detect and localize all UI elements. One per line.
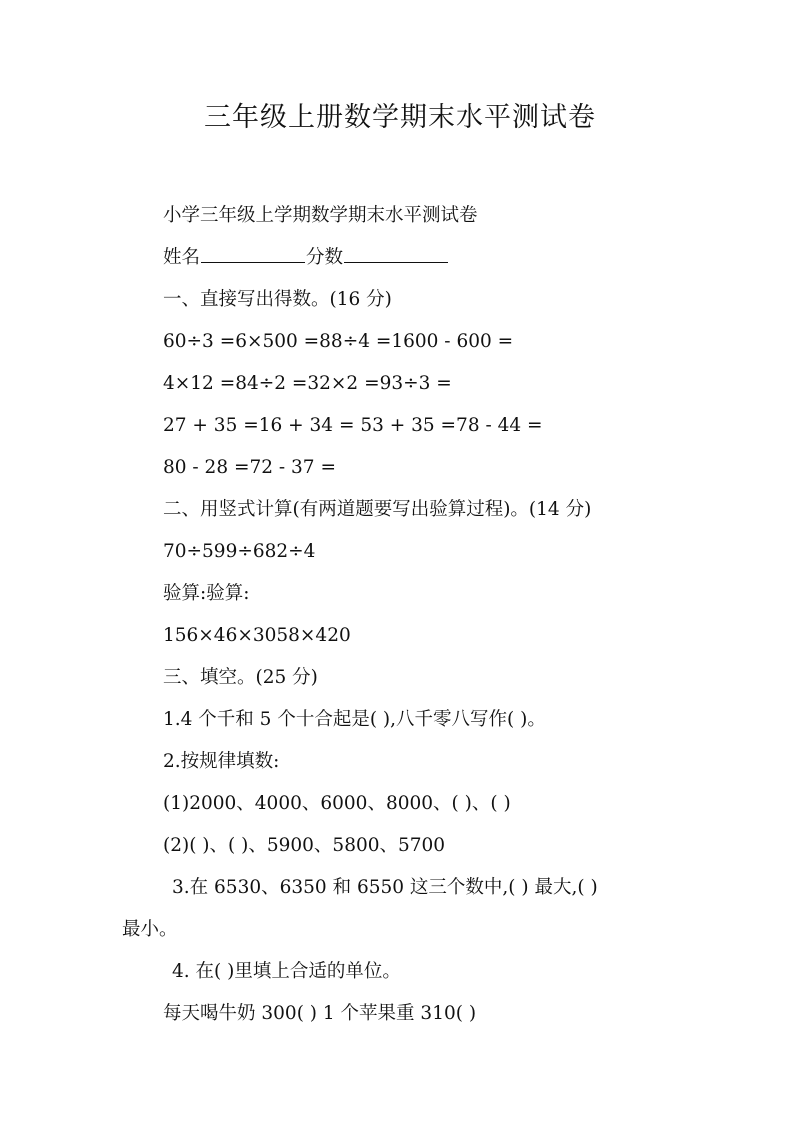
section3-q3-line2: 最小。: [122, 919, 178, 940]
section3-q4-row: 每天喝牛奶 300( ) 1 个苹果重 310( ): [163, 1003, 477, 1024]
section1-row-1: 60÷3 =6×500 =88÷4 =1600 - 600 =: [163, 331, 514, 352]
name-blank: [201, 244, 305, 263]
section1-row-3: 27 + 35 =16 + 34 = 53 + 35 =78 - 44 =: [163, 415, 543, 436]
name-label: 姓名: [163, 247, 201, 268]
section3-q3-line1: 3.在 6530、6350 和 6550 这三个数中,( ) 最大,( ): [172, 877, 598, 898]
subtitle: 小学三年级上学期数学期末水平测试卷: [163, 205, 478, 226]
score-blank: [344, 244, 448, 263]
section3-q2: 2.按规律填数:: [163, 751, 280, 772]
section3-q2-a: (1)2000、4000、6000、8000、( )、( ): [163, 793, 511, 814]
page-title: 三年级上册数学期末水平测试卷: [204, 102, 596, 133]
section2-row-2: 156×46×3058×420: [163, 625, 351, 646]
section2-check: 验算:验算:: [163, 583, 250, 604]
section3-heading: 三、填空。(25 分): [163, 667, 318, 688]
section1-heading: 一、直接写出得数。(16 分): [163, 289, 392, 310]
section2-row-1: 70÷599÷682÷4: [163, 541, 316, 562]
section3-q2-b: (2)( )、( )、5900、5800、5700: [163, 835, 446, 856]
section1-row-2: 4×12 =84÷2 =32×2 =93÷3 =: [163, 373, 452, 394]
name-score-line: [163, 244, 449, 272]
score-label: 分数: [306, 247, 344, 268]
section3-q4: 4. 在( )里填上合适的单位。: [172, 961, 401, 982]
section2-heading: 二、用竖式计算(有两道题要写出验算过程)。(14 分): [163, 499, 592, 520]
section1-row-4: 80 - 28 =72 - 37 =: [163, 457, 336, 478]
section3-q1: 1.4 个千和 5 个十合起是( ),八千零八写作( )。: [163, 709, 546, 730]
